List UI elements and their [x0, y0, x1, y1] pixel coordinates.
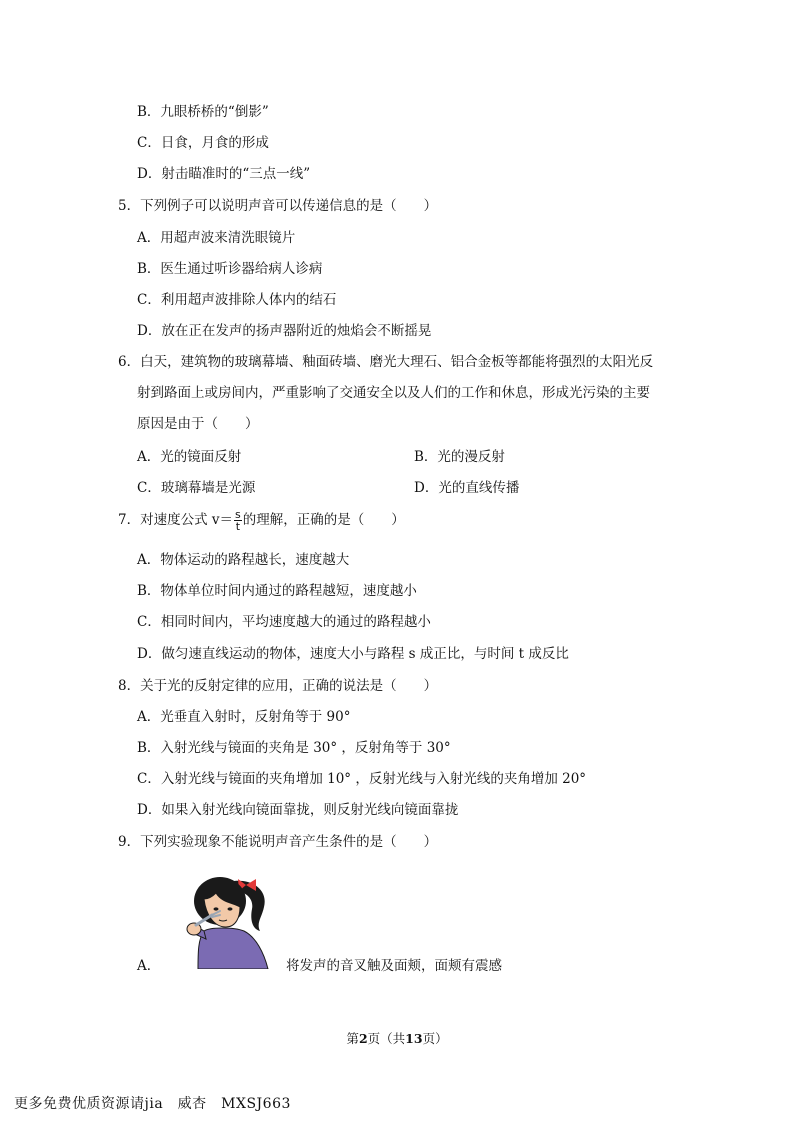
- q7-stem-pre: 7．对速度公式 v＝: [118, 512, 234, 528]
- girl-with-tuning-fork-illustration: [176, 873, 276, 969]
- q7-option-b: B．物体单位时间内通过的路程越短，速度越小: [137, 583, 417, 599]
- footer-total-pages: 13: [405, 1031, 423, 1046]
- q8-stem: 8．关于光的反射定律的应用，正确的说法是（ ）: [118, 678, 438, 694]
- q4-option-d: D．射击瞄准时的“三点一线”: [137, 166, 311, 182]
- q4-option-c: C．日食，月食的形成: [137, 135, 269, 151]
- footer-middle: 页（共: [367, 1031, 406, 1046]
- q9-option-a-text: 将发声的音叉触及面颊，面颊有震感: [286, 958, 502, 974]
- q9-stem: 9．下列实验现象不能说明声音产生条件的是（ ）: [118, 834, 438, 850]
- q5-option-a: A．用超声波来清洗眼镜片: [137, 230, 296, 246]
- q7-stem: [118, 509, 405, 532]
- q8-option-b: B．入射光线与镜面的夹角是 30° ，反射角等于 30°: [137, 740, 451, 756]
- footer-prefix: 第: [346, 1031, 359, 1046]
- q7-option-c: C．相同时间内，平均速度越大的通过的路程越小: [137, 614, 431, 630]
- q8-option-a: A．光垂直入射时，反射角等于 90°: [137, 709, 351, 725]
- q6-option-b: B．光的漫反射: [414, 449, 505, 465]
- page-footer: [0, 1029, 794, 1047]
- q5-stem: 5．下列例子可以说明声音可以传递信息的是（ ）: [118, 198, 438, 214]
- q4-option-b: B．九眼桥桥的“倒影”: [137, 104, 269, 120]
- footer-page-number: 2: [358, 1031, 368, 1046]
- fraction-denominator: t: [235, 520, 241, 533]
- q6-stem-line1: 6．白天，建筑物的玻璃幕墙、釉面砖墙、磨光大理石、铝合金板等都能将强烈的太阳光反: [118, 354, 654, 370]
- q6-stem-line2: 射到路面上或房间内，严重影响了交通安全以及人们的工作和休息，形成光污染的主要: [137, 385, 650, 401]
- fraction-numerator: s: [235, 508, 241, 521]
- q6-stem-line3: 原因是由于（ ）: [137, 416, 259, 432]
- q5-option-c: C．利用超声波排除人体内的结石: [137, 292, 337, 308]
- watermark-text: 更多免费优质资源请jia 威杏 MXSJ663: [14, 1096, 291, 1112]
- q8-option-d: D．如果入射光线向镜面靠拢，则反射光线向镜面靠拢: [137, 802, 459, 818]
- speed-formula-fraction: [234, 509, 242, 532]
- q6-option-d: D．光的直线传播: [414, 480, 520, 496]
- q8-option-c: C．入射光线与镜面的夹角增加 10° ，反射光线与入射光线的夹角增加 20°: [137, 771, 587, 787]
- q7-option-a: A．物体运动的路程越长，速度越大: [137, 552, 350, 568]
- q9-option-a-label: A．: [137, 958, 161, 974]
- q5-option-b: B．医生通过听诊器给病人诊病: [137, 261, 323, 277]
- q5-option-d: D．放在正在发声的扬声器附近的烛焰会不断摇晃: [137, 323, 432, 339]
- q6-option-a: A．光的镜面反射: [137, 449, 242, 465]
- q7-option-d: D．做匀速直线运动的物体，速度大小与路程 s 成正比，与时间 t 成反比: [137, 646, 569, 662]
- q6-option-c: C．玻璃幕墙是光源: [137, 480, 256, 496]
- footer-suffix: 页）: [422, 1031, 448, 1046]
- q7-stem-post: 的理解，正确的是（ ）: [242, 512, 405, 528]
